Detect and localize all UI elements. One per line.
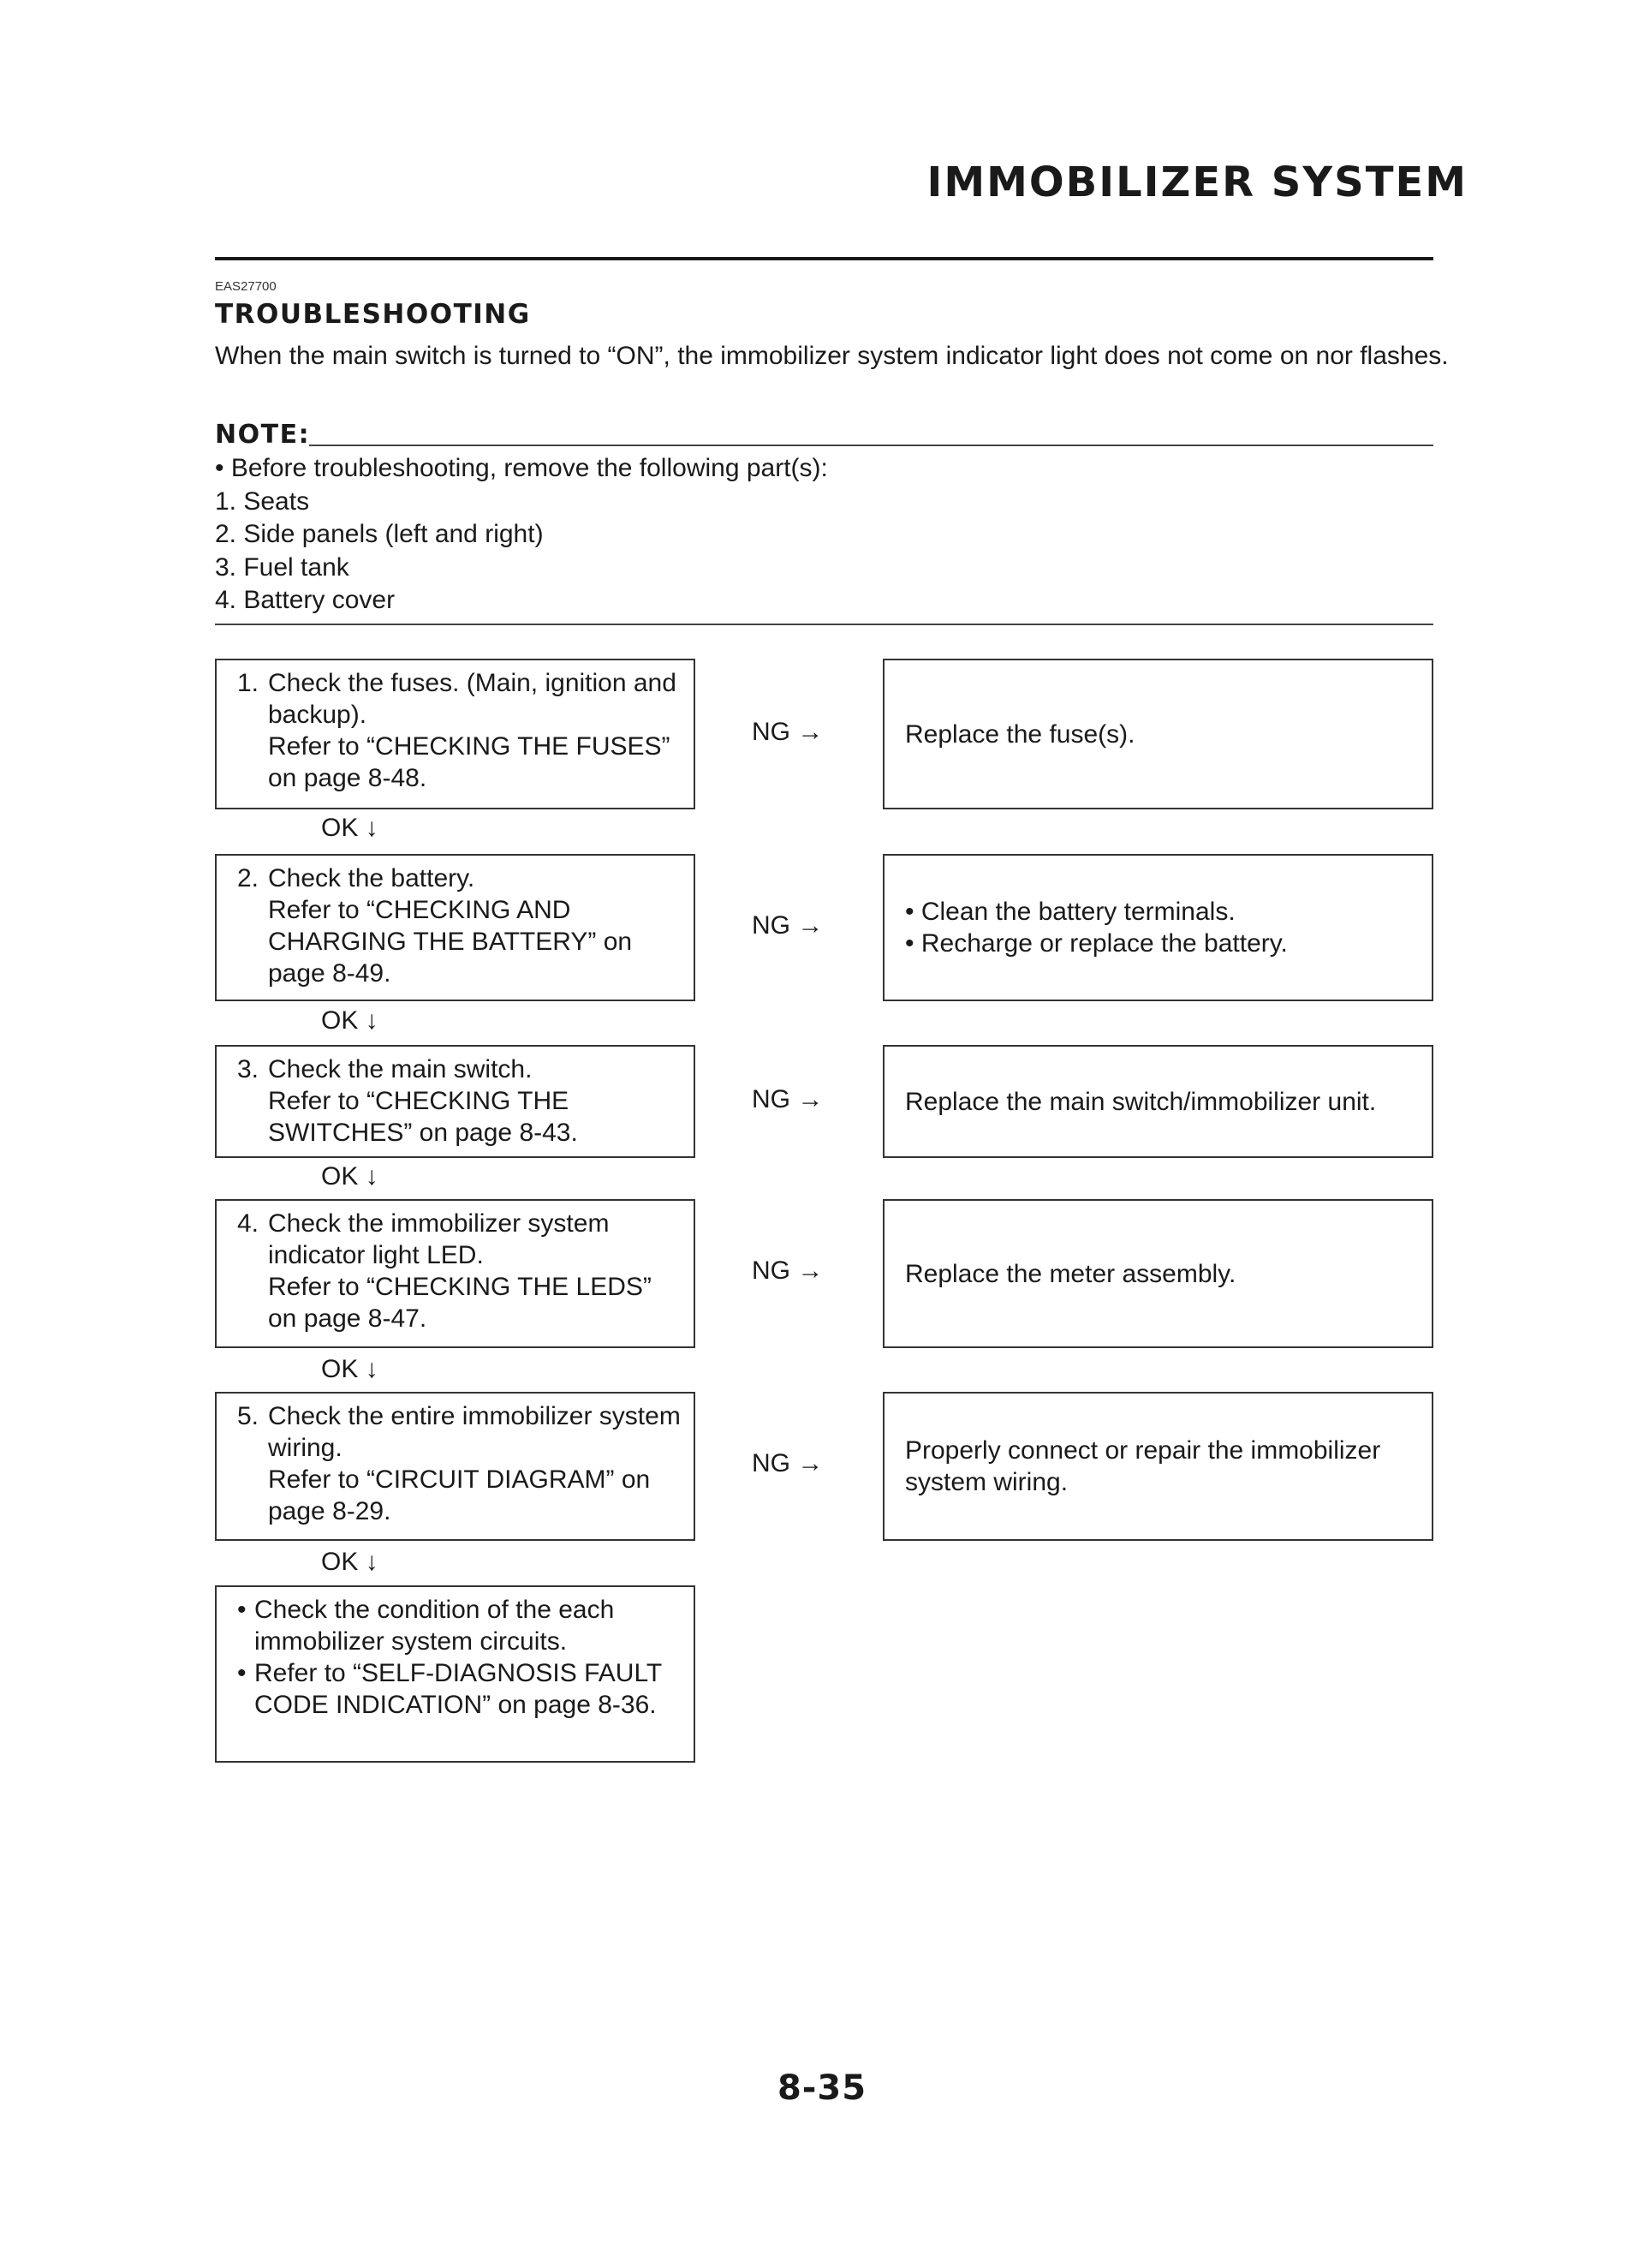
remedy-box-5 — [883, 1392, 1433, 1541]
remedy-text: • Recharge or replace the battery. — [905, 929, 1288, 958]
note-item: 3. Fuel tank — [215, 552, 349, 582]
ok-arrow: OK ↓ — [321, 1162, 378, 1191]
ng-arrow: NG → — [752, 1085, 824, 1113]
ok-arrow: OK ↓ — [321, 1548, 378, 1576]
ok-arrow: OK ↓ — [321, 814, 378, 842]
step-reference: Refer to “CHECKING AND CHARGING THE BATTERY” on page 8-49. — [268, 896, 633, 988]
ng-arrow: NG → — [752, 718, 824, 746]
remedy-box-4 — [883, 1199, 1433, 1348]
bullet-icon: • — [237, 1659, 247, 1687]
remedy-text: Replace the main switch/immobilizer unit. — [905, 1087, 1377, 1116]
note-body — [215, 452, 828, 618]
note-label: NOTE: — [215, 420, 311, 450]
step-box-3 — [215, 1045, 695, 1158]
step-check: Check the battery. — [268, 864, 475, 892]
step-reference: Refer to “CHECKING THE LEDS” on page 8-47. — [268, 1273, 652, 1333]
step-number: 5. — [237, 1402, 259, 1430]
bullet-icon: • — [237, 1596, 247, 1624]
remedy-text: Replace the fuse(s). — [905, 719, 1135, 749]
step-box-2 — [215, 854, 695, 1001]
final-check-item: Check the condition of the each immobilizer system circuits. — [254, 1596, 615, 1656]
step-check: Check the entire immobilizer system wiring. — [268, 1402, 681, 1462]
page-number: 8-35 — [777, 2068, 867, 2108]
section-title: TROUBLESHOOTING — [215, 299, 531, 330]
page-title: IMMOBILIZER SYSTEM — [926, 158, 1468, 206]
final-check-box — [215, 1585, 695, 1763]
step-number: 2. — [237, 864, 259, 892]
note-item: 1. Seats — [215, 486, 310, 516]
remedy-text: Replace the meter assembly. — [905, 1259, 1236, 1288]
note-item: 4. Battery cover — [215, 586, 396, 614]
note-rule-bottom — [215, 624, 1433, 625]
remedy-text: Properly connect or repair the immobilizer system wiring. — [905, 1436, 1381, 1496]
step-box-5 — [215, 1392, 695, 1541]
step-number: 1. — [237, 669, 259, 697]
section-code: EAS27700 — [215, 279, 277, 294]
note-rule-top — [309, 445, 1433, 446]
ok-arrow: OK ↓ — [321, 1006, 378, 1035]
step-box-4 — [215, 1199, 695, 1348]
step-check: Check the main switch. — [268, 1055, 533, 1083]
step-number: 4. — [237, 1209, 259, 1238]
ng-arrow: NG → — [752, 1449, 824, 1477]
step-number: 3. — [237, 1055, 259, 1083]
remedy-box-1 — [883, 659, 1433, 809]
step-check: Check the fuses. (Main, ignition and backup). — [268, 669, 676, 729]
final-check-item: Refer to “SELF-DIAGNOSIS FAULT CODE INDICATION” on page 8-36. — [254, 1659, 662, 1719]
step-box-1 — [215, 659, 695, 809]
remedy-text: • Clean the battery terminals. — [905, 898, 1236, 926]
intro-text: When the main switch is turned to “ON”, the immobilizer system indicator light does not come on nor flashes. — [215, 342, 1449, 370]
remedy-box-2 — [883, 854, 1433, 1001]
note-lead: • Before troubleshooting, remove the following part(s): — [215, 454, 828, 482]
ok-arrow: OK ↓ — [321, 1355, 378, 1383]
remedy-box-3 — [883, 1045, 1433, 1158]
ng-arrow: NG → — [752, 1256, 824, 1285]
title-rule — [215, 257, 1433, 260]
note-item: 2. Side panels (left and right) — [215, 520, 544, 548]
step-reference: Refer to “CIRCUIT DIAGRAM” on page 8-29. — [268, 1465, 651, 1525]
step-check: Check the immobilizer system indicator light LED. — [268, 1209, 610, 1269]
ng-arrow: NG → — [752, 911, 824, 940]
step-reference: Refer to “CHECKING THE SWITCHES” on page 8-43. — [268, 1087, 578, 1147]
step-reference: Refer to “CHECKING THE FUSES” on page 8-48. — [268, 732, 670, 792]
